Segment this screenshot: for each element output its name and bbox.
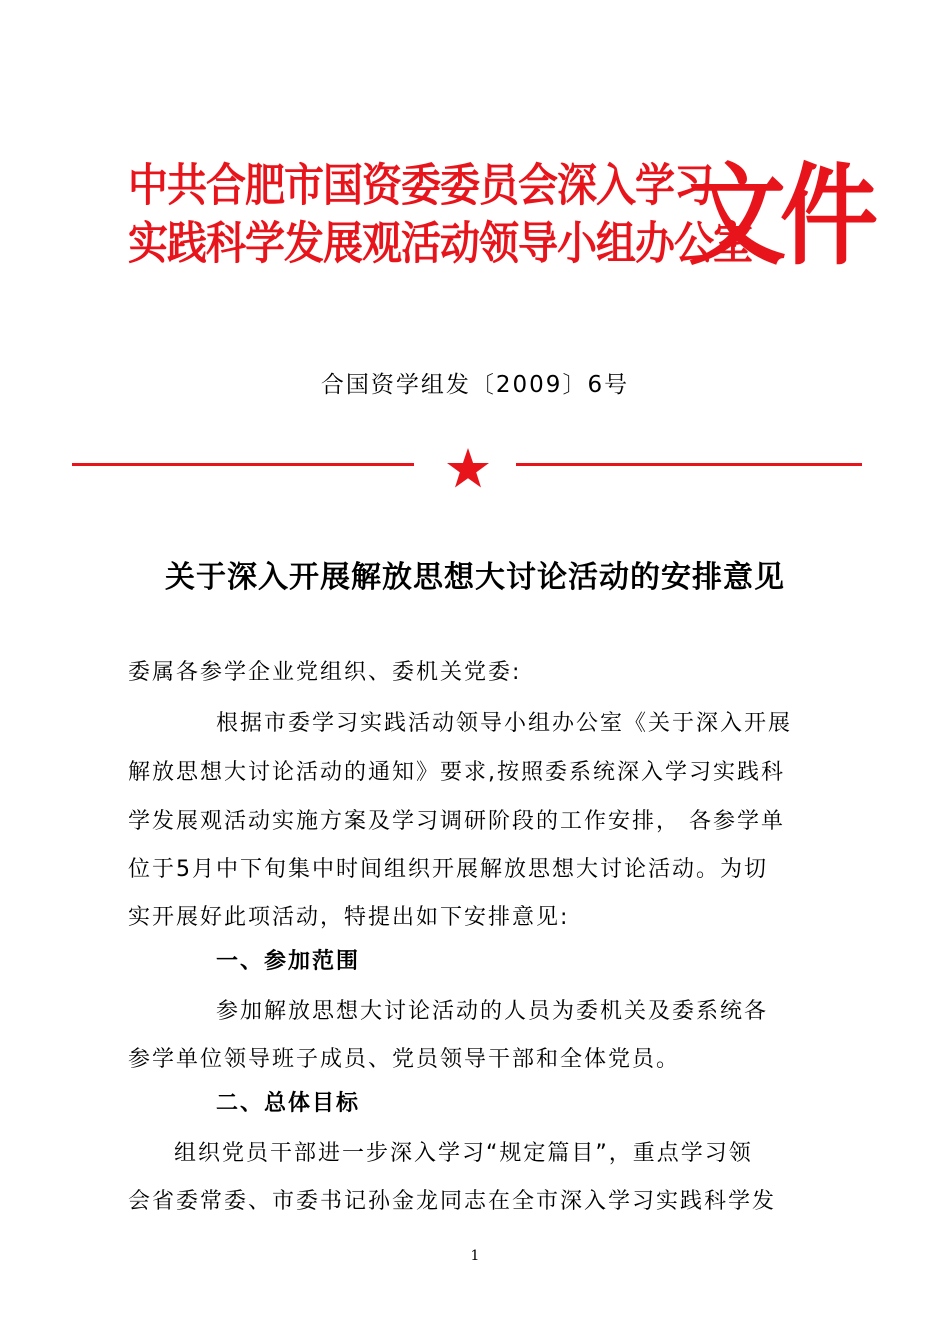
red-divider-left <box>72 463 414 466</box>
addressee: 委属各参学企业党组织、委机关党委: <box>128 660 522 685</box>
section-heading-scope: 一、参加范围 <box>216 949 361 974</box>
issuing-organization <box>128 158 752 270</box>
page-number: 1 <box>470 1248 480 1264</box>
red-divider-right <box>516 463 862 466</box>
paragraph-line: 学发展观活动实施方案及学习调研阶段的工作安排， 各参学单 <box>128 809 785 834</box>
document-type-label: 文件 <box>688 153 873 282</box>
paragraph-line: 参加解放思想大讨论活动的人员为委机关及委系统各 <box>216 999 769 1024</box>
org-name-line-1: 中共合肥市国资委委员会深入学习 <box>128 160 713 212</box>
paragraph-line: 参学单位领导班子成员、党员领导干部和全体党员。 <box>128 1047 681 1072</box>
paragraph-line: 组织党员干部进一步深入学习“规定篇目”，重点学习领 <box>174 1141 753 1166</box>
paragraph-line: 解放思想大讨论活动的通知》要求,按照委系统深入学习实践科 <box>128 760 785 785</box>
paragraph-line: 位于5月中下旬集中时间组织开展解放思想大讨论活动。为切 <box>128 857 768 882</box>
paragraph-line: 实开展好此项活动，特提出如下安排意见: <box>128 905 570 930</box>
document-number: 合国资学组发〔2009〕6号 <box>320 372 630 398</box>
section-heading-goals: 二、总体目标 <box>216 1091 361 1116</box>
paragraph-line: 会省委常委、市委书记孙金龙同志在全市深入学习实践科学发 <box>128 1189 777 1214</box>
document-title: 关于深入开展解放思想大讨论活动的安排意见 <box>165 560 785 595</box>
red-star-icon <box>446 447 490 489</box>
paragraph-line: 根据市委学习实践活动领导小组办公室《关于深入开展 <box>216 711 793 736</box>
org-name-line-2: 实践科学发展观活动领导小组办公室 <box>128 218 752 270</box>
